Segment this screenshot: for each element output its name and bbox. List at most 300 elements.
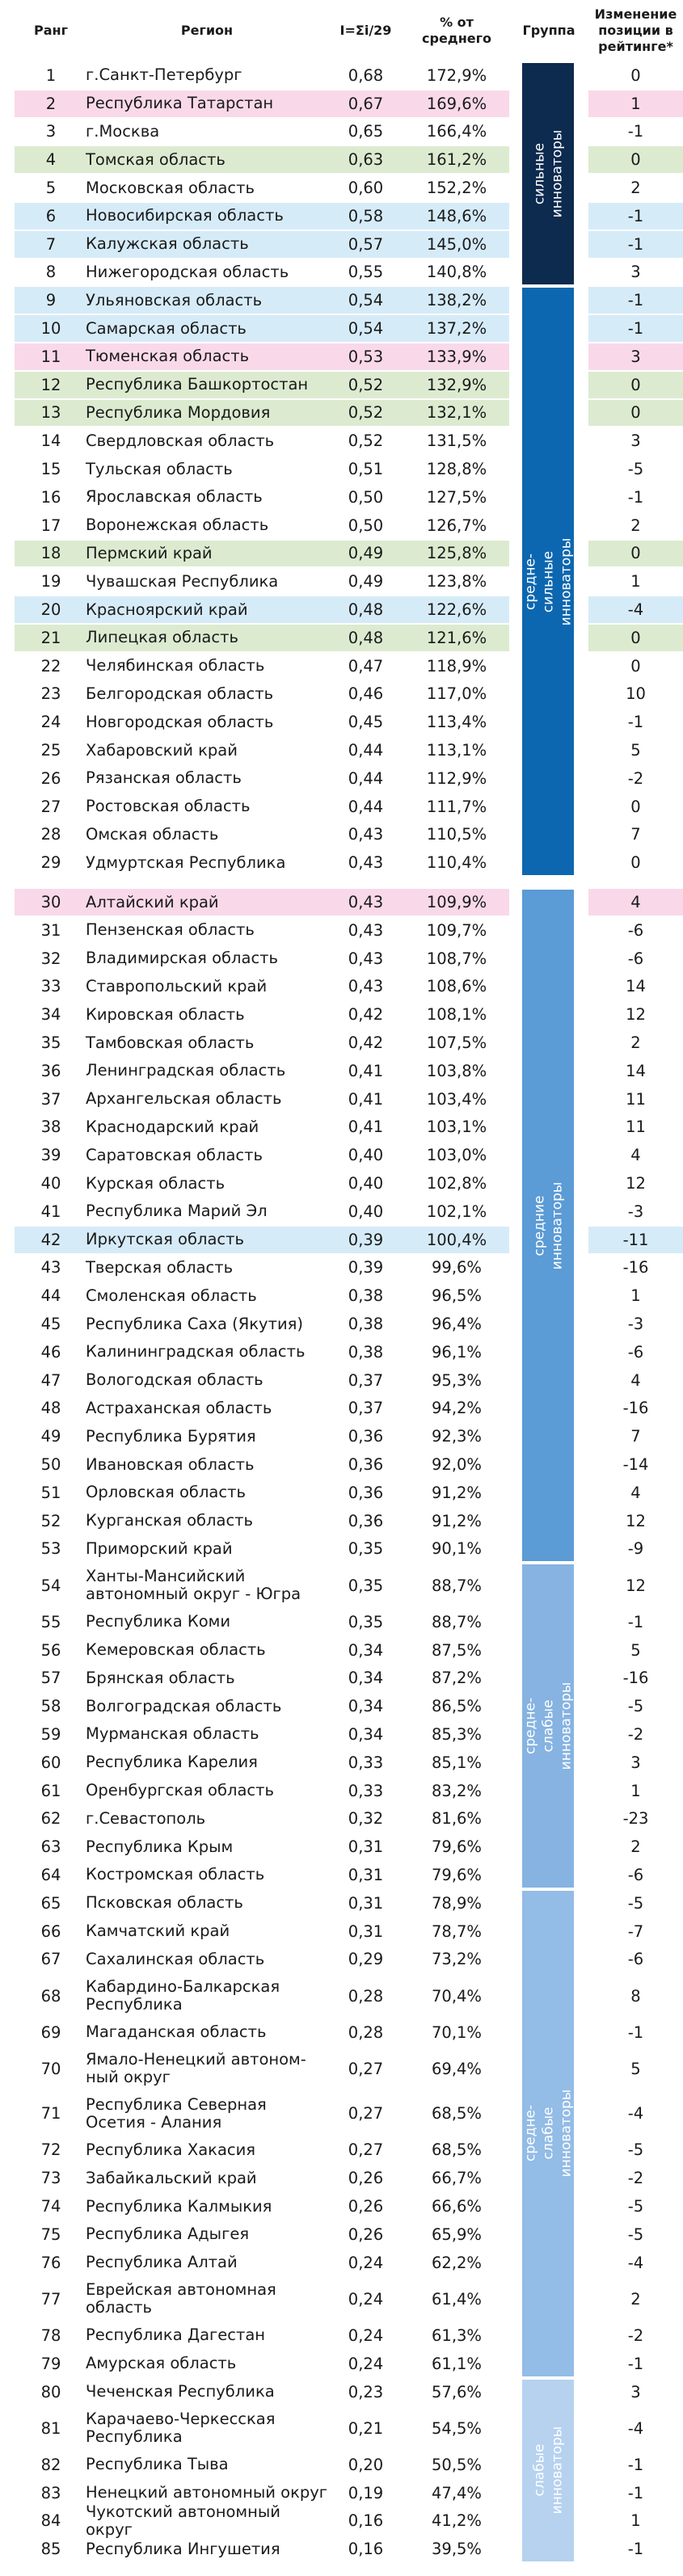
rank-cell: 77 xyxy=(40,2289,61,2309)
table-row xyxy=(0,708,683,736)
region-cell: Саратовская область xyxy=(86,1145,263,1164)
table-row xyxy=(0,118,683,146)
header-index: I=Σi/29 xyxy=(339,23,392,38)
index-cell: 0,36 xyxy=(348,1455,384,1475)
table-row xyxy=(0,2192,683,2220)
region-cell: Орловская область xyxy=(86,1483,246,1502)
region-cell: Кабардино-Балкарская Республика xyxy=(86,1977,280,2014)
rank-cell: 41 xyxy=(40,1202,61,1221)
region-cell: Нижегородская область xyxy=(86,262,289,281)
percent-cell: 68,5% xyxy=(432,2140,482,2160)
index-cell: 0,34 xyxy=(348,1669,384,1688)
change-cell: 3 xyxy=(630,347,641,366)
change-cell: 14 xyxy=(626,977,646,996)
region-cell: Оренбургская область xyxy=(86,1781,274,1800)
table-row xyxy=(0,736,683,764)
rank-cell: 75 xyxy=(40,2225,61,2244)
rank-cell: 82 xyxy=(40,2455,61,2474)
index-cell: 0,21 xyxy=(348,2418,384,2438)
index-cell: 0,26 xyxy=(348,2225,384,2244)
index-cell: 0,44 xyxy=(348,768,384,788)
region-cell: Волгоградская область xyxy=(86,1696,282,1715)
rank-cell: 45 xyxy=(40,1315,61,1334)
region-cell: Новгородская область xyxy=(86,712,274,731)
region-cell: Ненецкий автономный округ xyxy=(86,2483,328,2502)
percent-cell: 57,6% xyxy=(432,2382,482,2401)
percent-cell: 95,3% xyxy=(432,1370,482,1390)
index-cell: 0,39 xyxy=(348,1230,384,1249)
change-cell: -4 xyxy=(627,600,644,620)
change-cell: 12 xyxy=(626,1576,646,1595)
percent-cell: 133,9% xyxy=(426,347,487,366)
rank-cell: 73 xyxy=(40,2169,61,2188)
region-cell: Краснодарский край xyxy=(86,1117,259,1136)
change-cell: 0 xyxy=(630,375,641,394)
index-cell: 0,31 xyxy=(348,1837,384,1857)
region-cell: Мурманская область xyxy=(86,1724,259,1744)
table-row xyxy=(0,1198,683,1226)
rank-cell: 25 xyxy=(40,741,61,760)
index-cell: 0,40 xyxy=(348,1146,384,1165)
group-label-box xyxy=(522,1564,574,1888)
table-row xyxy=(0,1450,683,1479)
region-cell: Вологодская область xyxy=(86,1370,264,1390)
percent-cell: 138,2% xyxy=(426,291,487,310)
index-cell: 0,44 xyxy=(348,797,384,816)
change-cell: 1 xyxy=(630,572,641,591)
change-cell: 2 xyxy=(630,516,641,535)
index-cell: 0,52 xyxy=(348,403,384,423)
region-cell: Республика Дагестан xyxy=(86,2326,266,2345)
index-cell: 0,60 xyxy=(348,179,384,198)
index-cell: 0,36 xyxy=(348,1483,384,1502)
percent-cell: 161,2% xyxy=(426,150,487,170)
percent-cell: 79,6% xyxy=(432,1865,482,1884)
index-cell: 0,49 xyxy=(348,572,384,591)
rank-cell: 66 xyxy=(40,1921,61,1941)
region-cell: Красноярский край xyxy=(86,600,248,619)
region-cell: Удмуртская Республика xyxy=(86,852,286,872)
rank-cell: 27 xyxy=(40,797,61,816)
percent-cell: 113,4% xyxy=(426,713,487,732)
change-cell: 0 xyxy=(630,853,641,873)
table-row xyxy=(0,1169,683,1198)
change-cell: -1 xyxy=(627,319,644,339)
rank-cell: 34 xyxy=(40,1005,61,1025)
region-cell: Республика Тыва xyxy=(86,2455,229,2474)
table-row xyxy=(0,2047,683,2092)
table-row xyxy=(0,1479,683,1507)
rank-cell: 54 xyxy=(40,1576,61,1595)
change-cell: -16 xyxy=(622,1258,649,1277)
rank-cell: 6 xyxy=(45,206,57,225)
index-cell: 0,50 xyxy=(348,516,384,535)
index-cell: 0,67 xyxy=(348,94,384,113)
index-cell: 0,31 xyxy=(348,1893,384,1913)
index-cell: 0,55 xyxy=(348,263,384,282)
region-cell: Республика Мордовия xyxy=(86,402,271,422)
rank-cell: 79 xyxy=(40,2354,61,2373)
change-cell: 0 xyxy=(630,150,641,170)
percent-cell: 78,9% xyxy=(432,1893,482,1913)
group-label: средне-слабые инноваторы xyxy=(522,1682,574,1770)
region-cell: Еврейская автономная область xyxy=(86,2280,276,2317)
percent-cell: 117,0% xyxy=(426,684,487,704)
percent-cell: 96,5% xyxy=(432,1286,482,1306)
rank-cell: 5 xyxy=(45,179,57,198)
change-cell: 5 xyxy=(630,2059,641,2078)
table-row xyxy=(0,286,683,314)
index-cell: 0,19 xyxy=(348,2483,384,2502)
region-cell: Амурская область xyxy=(86,2354,237,2373)
change-cell: -2 xyxy=(627,768,644,788)
rank-cell: 61 xyxy=(40,1781,61,1800)
index-cell: 0,43 xyxy=(348,825,384,844)
change-cell: 7 xyxy=(630,1427,641,1446)
group-label: слабые инноваторы xyxy=(531,2427,566,2515)
percent-cell: 78,7% xyxy=(432,1921,482,1941)
region-cell: Чувашская Республика xyxy=(86,571,279,591)
percent-cell: 103,0% xyxy=(426,1146,487,1165)
percent-cell: 110,5% xyxy=(426,825,487,844)
table-row xyxy=(0,1310,683,1338)
group-label-box xyxy=(522,1891,574,2376)
header-group: Группа xyxy=(522,23,575,38)
percent-cell: 85,1% xyxy=(432,1753,482,1772)
table-row xyxy=(0,202,683,230)
region-cell: Кемеровская область xyxy=(86,1640,266,1660)
region-cell: Сахалинская область xyxy=(86,1949,265,1968)
table-row xyxy=(0,2321,683,2350)
percent-cell: 54,5% xyxy=(432,2418,482,2438)
region-cell: г.Москва xyxy=(86,121,160,141)
region-cell: Омская область xyxy=(86,824,219,844)
percent-cell: 111,7% xyxy=(426,797,487,816)
percent-cell: 47,4% xyxy=(432,2483,482,2502)
percent-cell: 100,4% xyxy=(426,1230,487,1249)
rank-cell: 22 xyxy=(40,656,61,676)
percent-cell: 69,4% xyxy=(432,2059,482,2078)
region-cell: Ставропольский край xyxy=(86,976,268,995)
index-cell: 0,35 xyxy=(348,1576,384,1595)
region-cell: Свердловская область xyxy=(86,431,275,450)
index-cell: 0,43 xyxy=(348,949,384,968)
change-cell: -1 xyxy=(627,206,644,225)
index-cell: 0,24 xyxy=(348,2354,384,2373)
region-cell: Республика Карелия xyxy=(86,1753,258,1772)
table-row xyxy=(0,2164,683,2192)
percent-cell: 108,6% xyxy=(426,977,487,996)
region-cell: Камчатский край xyxy=(86,1921,230,1941)
region-cell: Рязанская область xyxy=(86,768,242,788)
rank-cell: 10 xyxy=(40,319,61,339)
table-row xyxy=(0,174,683,202)
rank-cell: 48 xyxy=(40,1399,61,1418)
change-cell: -2 xyxy=(627,2169,644,2188)
change-cell: 12 xyxy=(626,1511,646,1530)
index-cell: 0,39 xyxy=(348,1258,384,1277)
percent-cell: 88,7% xyxy=(432,1576,482,1595)
rank-cell: 18 xyxy=(40,544,61,563)
rank-cell: 32 xyxy=(40,949,61,968)
table-row xyxy=(0,2136,683,2165)
change-cell: 4 xyxy=(630,1370,641,1390)
percent-cell: 94,2% xyxy=(432,1399,482,1418)
change-cell: 14 xyxy=(626,1061,646,1080)
change-cell: -6 xyxy=(627,920,644,940)
change-cell: 1 xyxy=(630,94,641,113)
region-cell: Ханты-Мансийский автономный округ - Югра xyxy=(86,1567,301,1604)
header-region: Регион xyxy=(180,23,234,38)
percent-cell: 88,7% xyxy=(432,1612,482,1631)
rank-cell: 12 xyxy=(40,375,61,394)
percent-cell: 109,7% xyxy=(426,920,487,940)
table-row xyxy=(0,1422,683,1450)
change-cell: 1 xyxy=(630,2511,641,2531)
table-row xyxy=(0,61,683,90)
table-row xyxy=(0,1254,683,1282)
index-cell: 0,34 xyxy=(348,1724,384,1744)
group-label: средне-сильные инноваторы xyxy=(522,537,574,626)
table-row xyxy=(0,343,683,371)
rank-cell: 15 xyxy=(40,460,61,479)
rank-cell: 65 xyxy=(40,1893,61,1913)
table-row xyxy=(0,1749,683,1777)
region-cell: Смоленская область xyxy=(86,1286,257,1305)
table-row xyxy=(0,2018,683,2047)
change-cell: -1 xyxy=(627,2022,644,2042)
change-cell: -3 xyxy=(627,1202,644,1221)
region-cell: Пермский край xyxy=(86,543,213,562)
region-cell: г.Севастополь xyxy=(86,1808,206,1828)
change-cell: 2 xyxy=(630,1837,641,1857)
rank-cell: 52 xyxy=(40,1511,61,1530)
percent-cell: 61,1% xyxy=(432,2354,482,2373)
index-cell: 0,38 xyxy=(348,1315,384,1334)
percent-cell: 108,1% xyxy=(426,1005,487,1025)
table-row xyxy=(0,455,683,483)
rank-cell: 14 xyxy=(40,431,61,451)
table-row xyxy=(0,1085,683,1113)
table-row xyxy=(0,945,683,973)
rank-cell: 9 xyxy=(45,291,57,310)
rank-cell: 70 xyxy=(40,2059,61,2078)
change-cell: -16 xyxy=(622,1399,649,1418)
percent-cell: 92,0% xyxy=(432,1455,482,1475)
change-cell: -14 xyxy=(622,1455,649,1475)
change-cell: 0 xyxy=(630,656,641,676)
rank-cell: 57 xyxy=(40,1669,61,1688)
rank-cell: 11 xyxy=(40,347,61,366)
table-row xyxy=(0,821,683,849)
percent-cell: 126,7% xyxy=(426,516,487,535)
change-cell: -16 xyxy=(622,1669,649,1688)
change-cell: 12 xyxy=(626,1174,646,1193)
percent-cell: 137,2% xyxy=(426,319,487,339)
rank-cell: 59 xyxy=(40,1724,61,1744)
percent-cell: 65,9% xyxy=(432,2225,482,2244)
table-row xyxy=(0,2535,683,2563)
index-cell: 0,65 xyxy=(348,122,384,141)
table-row xyxy=(0,1141,683,1169)
percent-cell: 87,2% xyxy=(432,1669,482,1688)
change-cell: -2 xyxy=(627,1724,644,1744)
table-row xyxy=(0,1395,683,1423)
change-cell: 0 xyxy=(630,628,641,647)
table-row xyxy=(0,624,683,652)
rank-cell: 16 xyxy=(40,487,61,507)
rank-cell: 17 xyxy=(40,516,61,535)
group-label: средние инноваторы xyxy=(531,1181,565,1270)
table-row xyxy=(0,1029,683,1057)
change-cell: -6 xyxy=(627,949,644,968)
percent-cell: 121,6% xyxy=(426,628,487,647)
table-row xyxy=(0,483,683,511)
change-cell: -9 xyxy=(627,1539,644,1559)
change-cell: -6 xyxy=(627,1865,644,1884)
percent-cell: 103,4% xyxy=(426,1089,487,1109)
change-cell: -11 xyxy=(622,1230,649,1249)
index-cell: 0,37 xyxy=(348,1370,384,1390)
index-cell: 0,48 xyxy=(348,628,384,647)
change-cell: -4 xyxy=(627,2253,644,2272)
change-cell: 10 xyxy=(626,684,646,704)
region-cell: Курская область xyxy=(86,1173,226,1193)
table-row xyxy=(0,793,683,821)
table-row xyxy=(0,567,683,596)
index-cell: 0,40 xyxy=(348,1202,384,1221)
percent-cell: 152,2% xyxy=(426,179,487,198)
table-row xyxy=(0,916,683,945)
table-row xyxy=(0,230,683,259)
percent-cell: 107,5% xyxy=(426,1033,487,1053)
change-cell: -1 xyxy=(627,2354,644,2373)
table-row xyxy=(0,314,683,343)
change-cell: 0 xyxy=(630,403,641,423)
percent-cell: 132,9% xyxy=(426,375,487,394)
change-cell: -1 xyxy=(627,2483,644,2502)
table-row xyxy=(0,973,683,1001)
region-cell: Республика Татарстан xyxy=(86,94,274,113)
table-row xyxy=(0,1535,683,1564)
change-cell: -5 xyxy=(627,460,644,479)
rank-cell: 24 xyxy=(40,713,61,732)
region-cell: Брянская область xyxy=(86,1668,235,1687)
group-label-box xyxy=(522,890,574,1561)
group-label: сильные инноваторы xyxy=(531,129,566,218)
region-cell: Республика Адыгея xyxy=(86,2225,250,2244)
percent-cell: 125,8% xyxy=(426,544,487,563)
percent-cell: 62,2% xyxy=(432,2253,482,2272)
percent-cell: 112,9% xyxy=(426,768,487,788)
rank-cell: 33 xyxy=(40,977,61,996)
region-cell: Владимирская область xyxy=(86,949,279,968)
region-cell: Забайкальский край xyxy=(86,2168,257,2187)
change-cell: -7 xyxy=(627,1921,644,1941)
change-cell: -3 xyxy=(627,1315,644,1334)
index-cell: 0,34 xyxy=(348,1697,384,1716)
percent-cell: 90,1% xyxy=(432,1539,482,1559)
rank-cell: 20 xyxy=(40,600,61,620)
table-row xyxy=(0,371,683,399)
index-cell: 0,31 xyxy=(348,1865,384,1884)
region-cell: Ямало-Ненецкий автоном-ный округ xyxy=(86,2050,306,2087)
rank-cell: 39 xyxy=(40,1146,61,1165)
region-cell: Астраханская область xyxy=(86,1398,272,1417)
region-cell: Самарская область xyxy=(86,318,247,338)
rank-cell: 29 xyxy=(40,853,61,873)
index-cell: 0,42 xyxy=(348,1005,384,1025)
index-cell: 0,23 xyxy=(348,2382,384,2401)
index-cell: 0,38 xyxy=(348,1342,384,1362)
percent-cell: 128,8% xyxy=(426,460,487,479)
percent-cell: 148,6% xyxy=(426,206,487,225)
percent-cell: 91,2% xyxy=(432,1511,482,1530)
change-cell: -5 xyxy=(627,2140,644,2160)
rank-cell: 49 xyxy=(40,1427,61,1446)
percent-cell: 131,5% xyxy=(426,431,487,451)
table-row xyxy=(0,1563,683,1608)
rank-cell: 3 xyxy=(45,122,57,141)
percent-cell: 91,2% xyxy=(432,1483,482,1502)
rank-cell: 28 xyxy=(40,825,61,844)
percent-cell: 172,9% xyxy=(426,65,487,85)
percent-cell: 68,5% xyxy=(432,2104,482,2124)
region-cell: Республика Башкортостан xyxy=(86,375,309,394)
table-row xyxy=(0,2091,683,2136)
change-cell: 11 xyxy=(626,1118,646,1137)
rank-cell: 37 xyxy=(40,1089,61,1109)
change-cell: 4 xyxy=(630,1483,641,1502)
region-cell: Белгородская область xyxy=(86,684,274,703)
change-cell: 11 xyxy=(626,1089,646,1109)
region-cell: Республика Северная Осетия - Алания xyxy=(86,2094,267,2132)
table-row xyxy=(0,1946,683,1974)
region-cell: Пензенская область xyxy=(86,920,255,940)
header-change: Изменение позиции в рейтинге* xyxy=(594,6,677,54)
index-cell: 0,48 xyxy=(348,600,384,620)
region-cell: Новосибирская область xyxy=(86,206,284,225)
rank-cell: 58 xyxy=(40,1697,61,1716)
index-cell: 0,26 xyxy=(348,2197,384,2216)
rank-cell: 40 xyxy=(40,1174,61,1193)
region-cell: Липецкая область xyxy=(86,628,238,647)
region-cell: Челябинская область xyxy=(86,656,265,676)
rank-cell: 80 xyxy=(40,2382,61,2401)
index-cell: 0,24 xyxy=(348,2289,384,2309)
index-cell: 0,44 xyxy=(348,741,384,760)
table-row xyxy=(0,2220,683,2249)
table-row xyxy=(0,2350,683,2378)
region-cell: Ярославская область xyxy=(86,487,263,507)
index-cell: 0,36 xyxy=(348,1427,384,1446)
rank-cell: 7 xyxy=(45,234,57,254)
change-cell: 3 xyxy=(630,1753,641,1772)
percent-cell: 66,6% xyxy=(432,2197,482,2216)
region-cell: Республика Хакасия xyxy=(86,2140,256,2159)
region-cell: Приморский край xyxy=(86,1538,233,1558)
region-cell: Кировская область xyxy=(86,1004,245,1024)
table-row xyxy=(0,1636,683,1665)
change-cell: -1 xyxy=(627,2540,644,2559)
table-row xyxy=(0,90,683,118)
region-cell: Республика Ингушетия xyxy=(86,2539,280,2558)
table-row xyxy=(0,1507,683,1535)
region-cell: Республика Марий Эл xyxy=(86,1202,268,1221)
region-cell: Иркутская область xyxy=(86,1230,244,1249)
index-cell: 0,47 xyxy=(348,656,384,676)
index-cell: 0,27 xyxy=(348,2104,384,2124)
